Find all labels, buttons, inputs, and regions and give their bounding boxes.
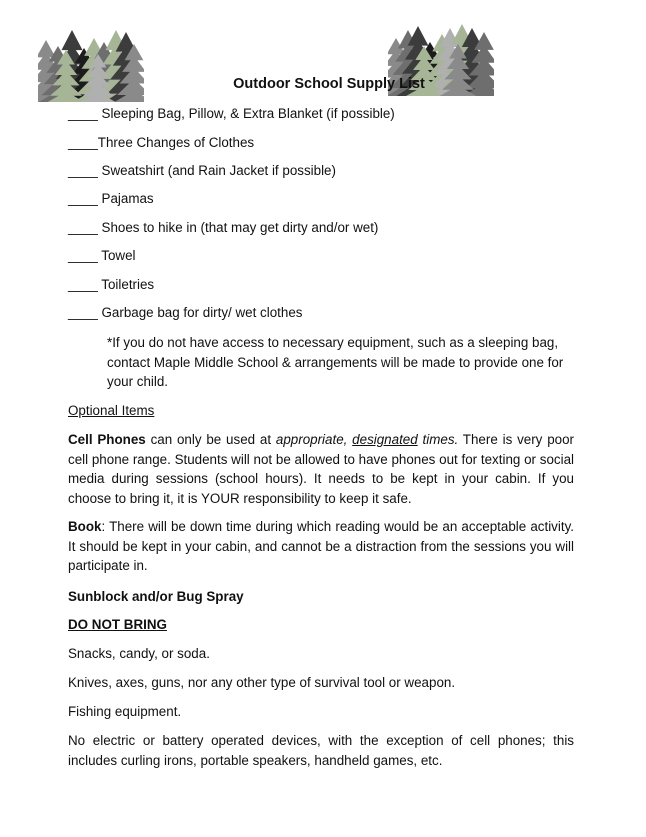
do-not-bring-item: No electric or battery operated devices, with the exception of cell phones; this includes curling irons, portable speakers, handheld games, etc. <box>68 733 574 768</box>
equipment-note: *If you do not have access to necessary equipment, such as a sleeping bag, contact Maple Middle School & arrangements will be made to provide one for your child. <box>107 335 564 390</box>
check-blank[interactable]: ____ <box>68 135 98 150</box>
checklist-item <box>68 104 395 124</box>
text: designated <box>352 432 418 447</box>
item-label: Towel <box>97 248 136 263</box>
checklist-item <box>68 161 336 181</box>
page-title <box>0 76 646 92</box>
do-not-bring-item: Knives, axes, guns, nor any other type of survival tool or weapon. <box>68 675 456 690</box>
check-blank[interactable]: ____ <box>68 191 98 206</box>
item-label: Toiletries <box>97 277 155 292</box>
cell-phones-paragraph <box>68 430 574 508</box>
check-blank[interactable]: ____ <box>68 163 98 178</box>
book-paragraph <box>68 517 574 576</box>
checklist-item <box>68 275 154 295</box>
item-label: Garbage bag for dirty/ wet clothes <box>97 305 303 320</box>
do-not-bring-item: Fishing equipment. <box>68 704 182 719</box>
text: : There will be down time during which reading would be an acceptable activity. It should be kept in your cabin, and cannot be a distraction from the sessions you will participate in. <box>68 519 574 574</box>
checklist-item <box>68 133 254 153</box>
check-blank[interactable]: ____ <box>68 277 98 292</box>
optional-heading-text: Optional Items <box>68 403 155 418</box>
check-blank[interactable]: ____ <box>68 305 98 320</box>
checklist-item <box>68 303 302 323</box>
item-label: Sweatshirt (and Rain Jacket if possible) <box>97 163 336 178</box>
optional-heading <box>68 401 154 421</box>
item-label: Shoes to hike in (that may get dirty and/or wet) <box>97 220 379 235</box>
title-text: Outdoor School Supply List <box>233 76 425 92</box>
sunblock-item: Sunblock and/or Bug Spray <box>68 589 244 604</box>
checklist-item <box>68 246 136 266</box>
text: There is very poor cell phone range. Students will not be allowed to have phones out for texting or social media during sessions (school hours). It needs to be kept in your cabin. If you choose to bring it, it is YOUR responsibility to keep it safe. <box>68 432 574 506</box>
text: times. <box>417 432 459 447</box>
do-not-bring-heading <box>68 615 167 635</box>
cell-phones-lead: Cell Phones <box>68 432 146 447</box>
item-label: Sleeping Bag, Pillow, & Extra Blanket (if possible) <box>97 106 395 121</box>
do-not-bring-item: Snacks, candy, or soda. <box>68 646 210 661</box>
check-blank[interactable]: ____ <box>68 220 98 235</box>
text: can only be used at <box>145 432 276 447</box>
checklist-item <box>68 189 154 209</box>
checklist-item <box>68 218 378 238</box>
check-blank[interactable]: ____ <box>68 106 98 121</box>
check-blank[interactable]: ____ <box>68 248 98 263</box>
item-label: Three Changes of Clothes <box>97 135 255 150</box>
book-lead: Book <box>68 519 102 534</box>
do-not-bring-text: DO NOT BRING <box>68 617 167 632</box>
item-label: Pajamas <box>97 191 154 206</box>
text: appropriate, <box>275 432 353 447</box>
